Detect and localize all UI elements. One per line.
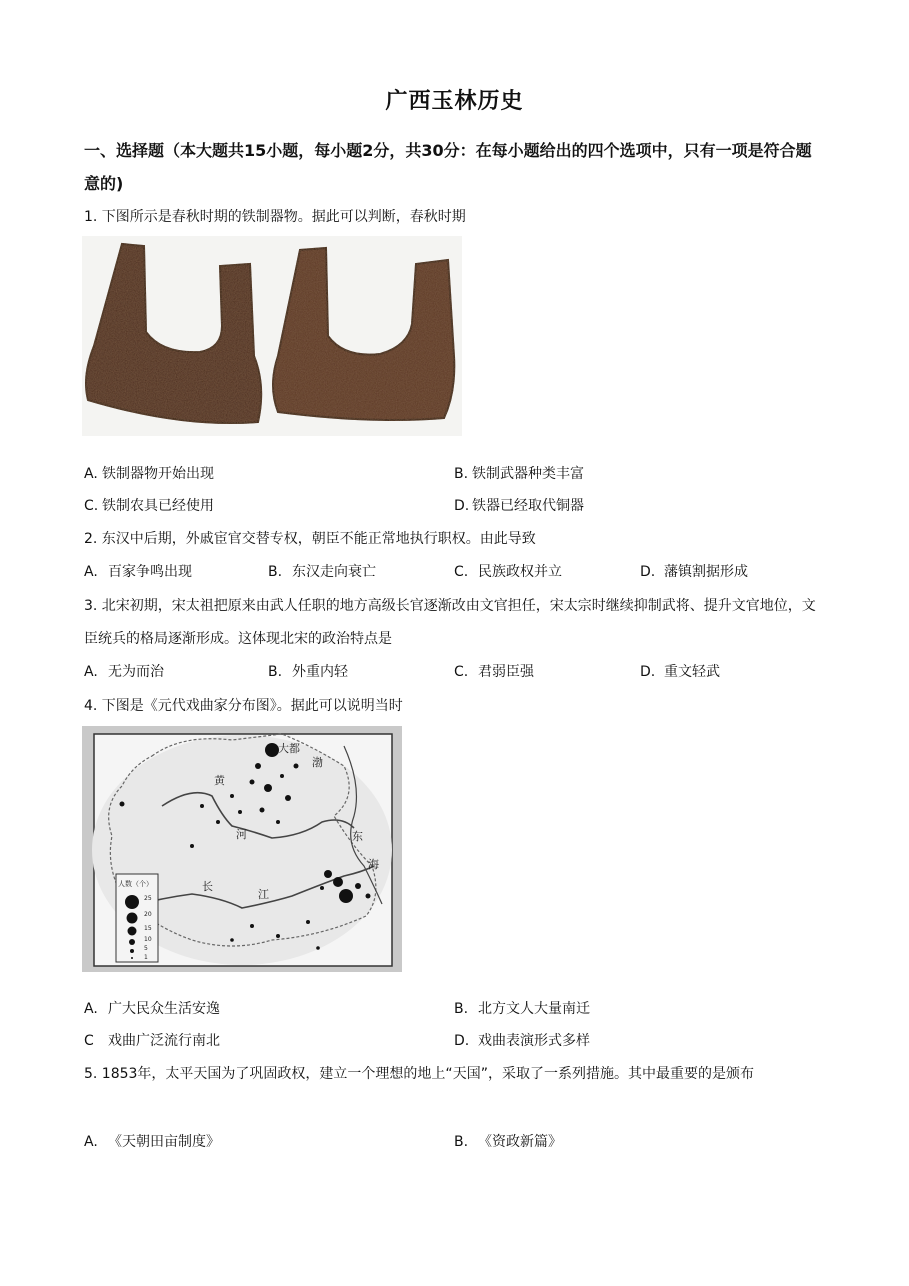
- label-jiang: 江: [258, 888, 269, 901]
- question-3-option-b: B. 外重内轻: [268, 664, 348, 680]
- question-5-option-a: A. 《天朝田亩制度》: [84, 1134, 220, 1150]
- label-huang: 黄: [214, 774, 225, 787]
- iron-tools-figure: [82, 236, 462, 436]
- legend-value-5: 5: [144, 945, 148, 952]
- legend-value-1: 1: [144, 954, 148, 961]
- legend-title: 人数（个）: [118, 880, 153, 888]
- section-heading: 一、选择题（本大题共15小题，每小题2分，共30分：在每小题给出的四个选项中，只有一项是符合题意的): [84, 141, 812, 193]
- legend-value-25: 25: [144, 895, 152, 902]
- label-east: 东: [352, 830, 363, 843]
- map-legend: [116, 874, 158, 962]
- question-4-option-d: D. 戏曲表演形式多样: [454, 1033, 590, 1049]
- question-4-stem: 4. 下图是《元代戏曲家分布图》。据此可以说明当时: [84, 698, 403, 714]
- question-1-option-c: C. 铁制农具已经使用: [84, 498, 214, 514]
- question-2-option-c: C. 民族政权并立: [454, 564, 562, 580]
- label-chang: 长: [202, 880, 213, 893]
- label-he: 河: [236, 828, 247, 841]
- label-bo: 渤: [312, 756, 323, 769]
- legend-value-10: 10: [144, 936, 152, 943]
- question-2-option-d: D. 藩镇割据形成: [640, 564, 748, 580]
- question-1-option-a: A. 铁制器物开始出现: [84, 466, 214, 482]
- question-2-option-b: B. 东汉走向衰亡: [268, 564, 376, 580]
- question-3-stem: 3. 北宋初期，宋太祖把原来由武人任职的地方高级长官逐渐改由文官担任，宋太宗时继续抑制武将、提升文官地位，文臣统兵的格局逐渐形成。这体现北宋的政治特点是: [84, 598, 816, 647]
- question-3-option-d: D. 重文轻武: [640, 664, 720, 680]
- legend-value-20: 20: [144, 911, 152, 918]
- question-1-option-d: D. 铁器已经取代铜器: [454, 498, 584, 514]
- question-2-stem: 2. 东汉中后期，外戚宦官交替专权，朝臣不能正常地执行职权。由此导致: [84, 531, 536, 547]
- question-4-option-b: B. 北方文人大量南迁: [454, 1001, 590, 1017]
- label-hai: 海: [368, 858, 379, 871]
- question-3-option-a: A. 无为而治: [84, 664, 164, 680]
- question-2-option-a: A. 百家争鸣出现: [84, 564, 192, 580]
- question-5-option-b: B. 《资政新篇》: [454, 1134, 562, 1150]
- question-4-option-c: C 戏曲广泛流行南北: [84, 1033, 220, 1049]
- yuan-dramatist-map: [82, 726, 402, 972]
- question-1-option-b: B. 铁制武器种类丰富: [454, 466, 584, 482]
- label-capital: 大都: [278, 742, 300, 755]
- question-4-option-a: A. 广大民众生活安逸: [84, 1001, 220, 1017]
- question-5-stem: 5. 1853年，太平天国为了巩固政权，建立一个理想的地上“天国”，采取了一系列措施。其中最重要的是颁布: [84, 1066, 754, 1082]
- page-title: 广西玉林历史: [385, 89, 524, 114]
- question-1-stem: 1. 下图所示是春秋时期的铁制器物。据此可以判断，春秋时期: [84, 209, 466, 225]
- question-3-option-c: C. 君弱臣强: [454, 664, 534, 680]
- legend-value-15: 15: [144, 925, 152, 932]
